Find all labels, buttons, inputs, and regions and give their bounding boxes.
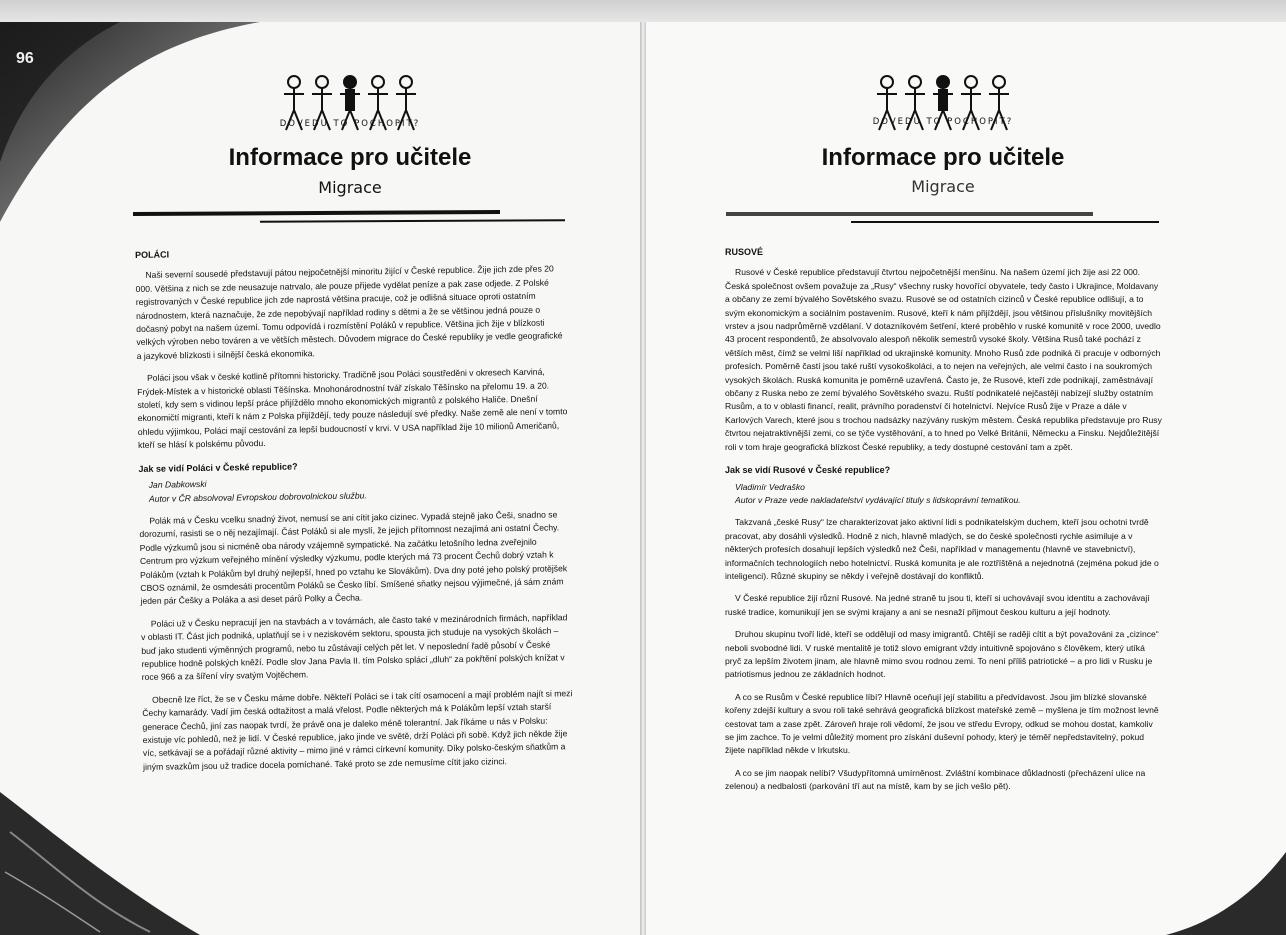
paragraph: Naši severní sousedé představují pátou nejpočetnější minoritu žijící v České republice. Žije jich zde přes 20 000. Většina z nich se zde neusazuje natrvalo, ale pouze přijede vydělat peníze a pak zase odjede. Z Polské registrovaných v České republice jich zde naprostá většina pracuje, což je odlišná situace oproti ostatním národnostem, která naznačuje, že zde nepobývají například rodiny s dětmi a že se většinou jedná pouze o dočasný pobyt na našem území. Tomu odpovídá i rozmístění Poláků v republice. Většina jich žije v blízkosti velkých výroben nebo továren a ve větších městech. Důvodem migrace do České republiky je vedle geografické a jazykové blízkosti i silnější česká ekonomika. (135, 263, 563, 361)
interview-author-note: Autor v Praze vede nakladatelství vydávající tituly s lidskoprávní tematikou. (735, 494, 1021, 505)
decorative-corner-bottom-left (0, 792, 200, 935)
page-number: 96 (16, 50, 34, 67)
paragraph: V České republice žijí různí Rusové. Na jedné straně tu jsou ti, kteří si uchovávají svou identitu a zachovávají ruské tradice, komunikují jen se svými krajany a ani se nesnaží přijmout českou kulturu a její hodnoty. (725, 593, 1150, 617)
section-heading: RUSOVÉ (725, 247, 764, 257)
section-heading: POLÁCI (135, 249, 170, 260)
interview-author-note: Autor v ČR absolvoval Evropskou dobrovolnickou službu. (148, 489, 367, 504)
decorative-corner-bottom-right (1166, 852, 1286, 935)
paragraph: Polák má v Česku vcelku snadný život, nemusí se ani cítit jako cizinec. Vypadá stejně jako Češi, snadno se dorozumí, rasisti se o něj nezajímají. Část Poláků si ale myslí, že jejich přítomnost nezajímá ani ostatní Čechy. Podle výzkumů jsou si nicméně oba národy vzájemně sympatické. Na začátku letošního ledna zveřejnilo Centrum pro výzkum veřejného mínění výsledky výzkumu, podle kterých má 73 procent Čechů dobrý vztah k Polákům (vztah k Polákům byl druhý nejlepší, hned po vztahu ke Slovákům). Dva dny poté jeho polský protějšek CBOS oznámil, že osmdesáti procentům Poláků se Česko líbí. Smíšené sňatky nejsou výjimečné, já sám znám jeden pár Češky a Poláka a asi deset párů Polky a Čecha. (139, 509, 568, 607)
left-article (135, 242, 575, 783)
paragraph: Poláci už v Česku nepracují jen na stavbách a v továrnách, ale často také v mezinárodních firmách, například v oblasti IT. Část jich podniká, uplatňují se i v neziskovém sektoru, spousta jich studuje na vysokých školách – buď jako studenti výměnných programů, nebo tu zůstávají celých pět let. V neposlední řadě působí v České republice hodně polských kněží. Podle slov Jana Pavla II. tím Polsko splácí „dluh“ za pokřtění polských knížat v roce 966 a za šíření víry svatým Vojtěchem. (141, 612, 568, 683)
interview-author: Jan Dabkowski (148, 479, 207, 490)
interview-heading: Jak se vidí Poláci v České republice? (138, 461, 298, 474)
paragraph: Takzvaná „české Rusy“ lze charakterizovat jako aktivní lidi s podnikatelským duchem, kteří jsou ochotni tvrdě pracovat, aby dosáhli výsledků. Hodně z nich, hlavně mladých, se do české společnosti rychle asimiluje a v některých profesích dosahují lepších výsledků než Češi, například v managementu (hlavně ve stavebnictví), informačních technologiích nebo hotelnictví. Ruská komunita je ale roztříštěná a nejednotná (zejména pokud jde o inteligenci). Různé skupiny se někdy i veřejně dostávají do konfliktů. (725, 517, 1159, 581)
logo-caption: DOVEDU TO POCHOPIT? (872, 117, 1014, 127)
paragraph: A co se Rusům v České republice líbí? Hlavně oceňují její stabilitu a předvídavost. Jsou jim blízké slovanské kořeny zdejší kultury a svou roli také sehrává geografická blízkost mateřské země – myšlena je tím možnost levně cestovat tam a zase zpět. Zároveň hraje roli vědomí, že jsou ve středu Evropy, odkud se mohou dostat, kamkoliv se jim zachce. To je velmi důležitý moment pro získání duševní pohody, který je téměř nepředstavitelný, pokud žijete například někde v Irkutsku. (725, 691, 1159, 756)
paragraph: Rusové v České republice představují čtvrtou nejpočetnější menšinu. Na našem území jich žije asi 22 000. Česká společnost ovšem považuje za „Rusy“ všechny rusky hovořící obyvatele, tedy často i Ukrajince, Moldavany a občany ze zemí bývalého Sovětského svazu. Rusové se od ostatních cizinců v České republice odlišují, a to svým ekonomickým a sociálním postavením. Rusové, kteří k nám přijíždějí, jsou většinou příslušníky movitějších vrstev a jsou nadprůměrně vzdělaní. V dotazníkovém šetření, které proběhlo v ruské komunitě v roce 2000, uvedlo 43 procent respondentů, že absolvovalo alespoň několik semestrů vysoké školy. Většina Rusů také pochází z větších měst, čímž se velmi liší například od ukrajinské komunity. Mnoho Rusů zde podniká či pracuje v odborných profesích. Poměrně častí jsou také ruští vysokoškoláci, a to nejen na veřejných, ale velmi často i na soukromých vysokých školách. Ruská komunita je poměrně uzavřená. Často je, že Rusové, kteří zde podnikají, zaměstnávají občany z Ruska nebo ze zemí bývalého Sovětského svazu. Ruští podnikatelé nejčastěji nabízejí služby ostatním Rusům, a to v oblasti financí, realit, právního poradenství či hotelnictví. Nejvíce Rusů žije v Praze a dále v Karlových Varech, které jsou s trochou nadsázky nazývány ruským městem. Česká republika představuje pro Rusy čtvrtou nejatraktivnější zemi, co se týče vystěhování, a to hned po Velké Británii, Německu a Finsku. Nejdůležitější roli v tom hraje geografická blízkost České republiky, a tedy dostupné cestování tam a zpět. (725, 267, 1162, 452)
title-rule-thick (133, 210, 500, 216)
paragraph: Druhou skupinu tvoří lidé, kteří se oddělují od masy imigrantů. Chtějí se raději cítit a být považováni za „cizince“ neboli svobodné lidi. V ruské mentalitě je totiž slovo emigrant vždy intuitivně spojováno s člověkem, který utíká pryč za lepším životem jinam, ale hlavně mimo svou rodnou zemi. To není příliš patriotické – a pro lidi v Rusku je patriotismus jednou ze základních hodnot. (725, 629, 1159, 680)
interview-author: Vladimír Vedraško (735, 481, 805, 492)
page-subtitle: Migrace (911, 177, 975, 196)
paragraph: Obecně lze říct, že se v Česku máme dobře. Někteří Poláci se i tak cítí osamocení a mají problém najít si mezi Čechy kamarády. Vadí jim česká odtažitost a malá vřelost. Podle některých má k Polákům lepší vztah starší generace Čechů, jiní zas naopak tvrdí, že právě ona je daleko méně tolerantní. Jak říkáme u nás v Polsku: existuje víc pohledů, než je lidí. V České republice, jako jinde ve světě, drží Poláci při sobě. Když jich někde žije víc, setkávají se a pořádají různé aktivity – mimo jiné v rámci církevní komunity. Díky polsko-českým sňatkům a jiným svazkům jsou už tradice docela pomíchané. Také proto se zde nemusíme cítit jako cizinci. (142, 687, 573, 772)
page-subtitle: Migrace (318, 178, 382, 197)
right-article (725, 246, 1163, 803)
page-title: Informace pro učitele (228, 144, 472, 171)
logo-caption: DOVEDU TO POCHOPIT? (279, 119, 421, 129)
title-rule-thin (260, 219, 565, 222)
title-rule-thin (851, 221, 1159, 223)
paragraph: A co se jim naopak nelíbí? Všudypřítomná umírněnost. Zvláštní kombinace důkladnosti (přecházení ulice na zelenou) a nedbalosti (parkování tří aut na místě, kam by se jich vešlo pět). (725, 767, 1146, 792)
right-page (646, 22, 1286, 935)
paragraph: Poláci jsou však v české kotlině přítomni historicky. Tradičně jsou Poláci soustředěni v okresech Karviná, Frýdek-Místek a v historické oblasti Těšínska. Mnohonárodnostní tvář získalo Těšínsko na přelomu 19. a 20. století, kdy sem s vidinou lepší práce přijíždělo mnoho ekonomických migrantů z polského Haliče. Dnešní ekonomičtí migranti, kteří k nám z Polska přijíždějí, tedy pouze následují své předky. Naše země ale není v tomto ohledu výjimkou, Poláci mají cestování za lepší budoucností v krvi. V USA například žije 10 milionů Američanů, kteří se hlásí k polskému původu. (137, 366, 568, 451)
left-page (0, 22, 640, 935)
page-title: Informace pro učitele (821, 144, 1065, 171)
children-chain-logo-icon (873, 72, 1013, 138)
title-rule-thick (726, 212, 1093, 216)
interview-heading: Jak se vidí Rusové v České republice? (725, 465, 891, 476)
scanner-top-strip (0, 0, 1286, 22)
